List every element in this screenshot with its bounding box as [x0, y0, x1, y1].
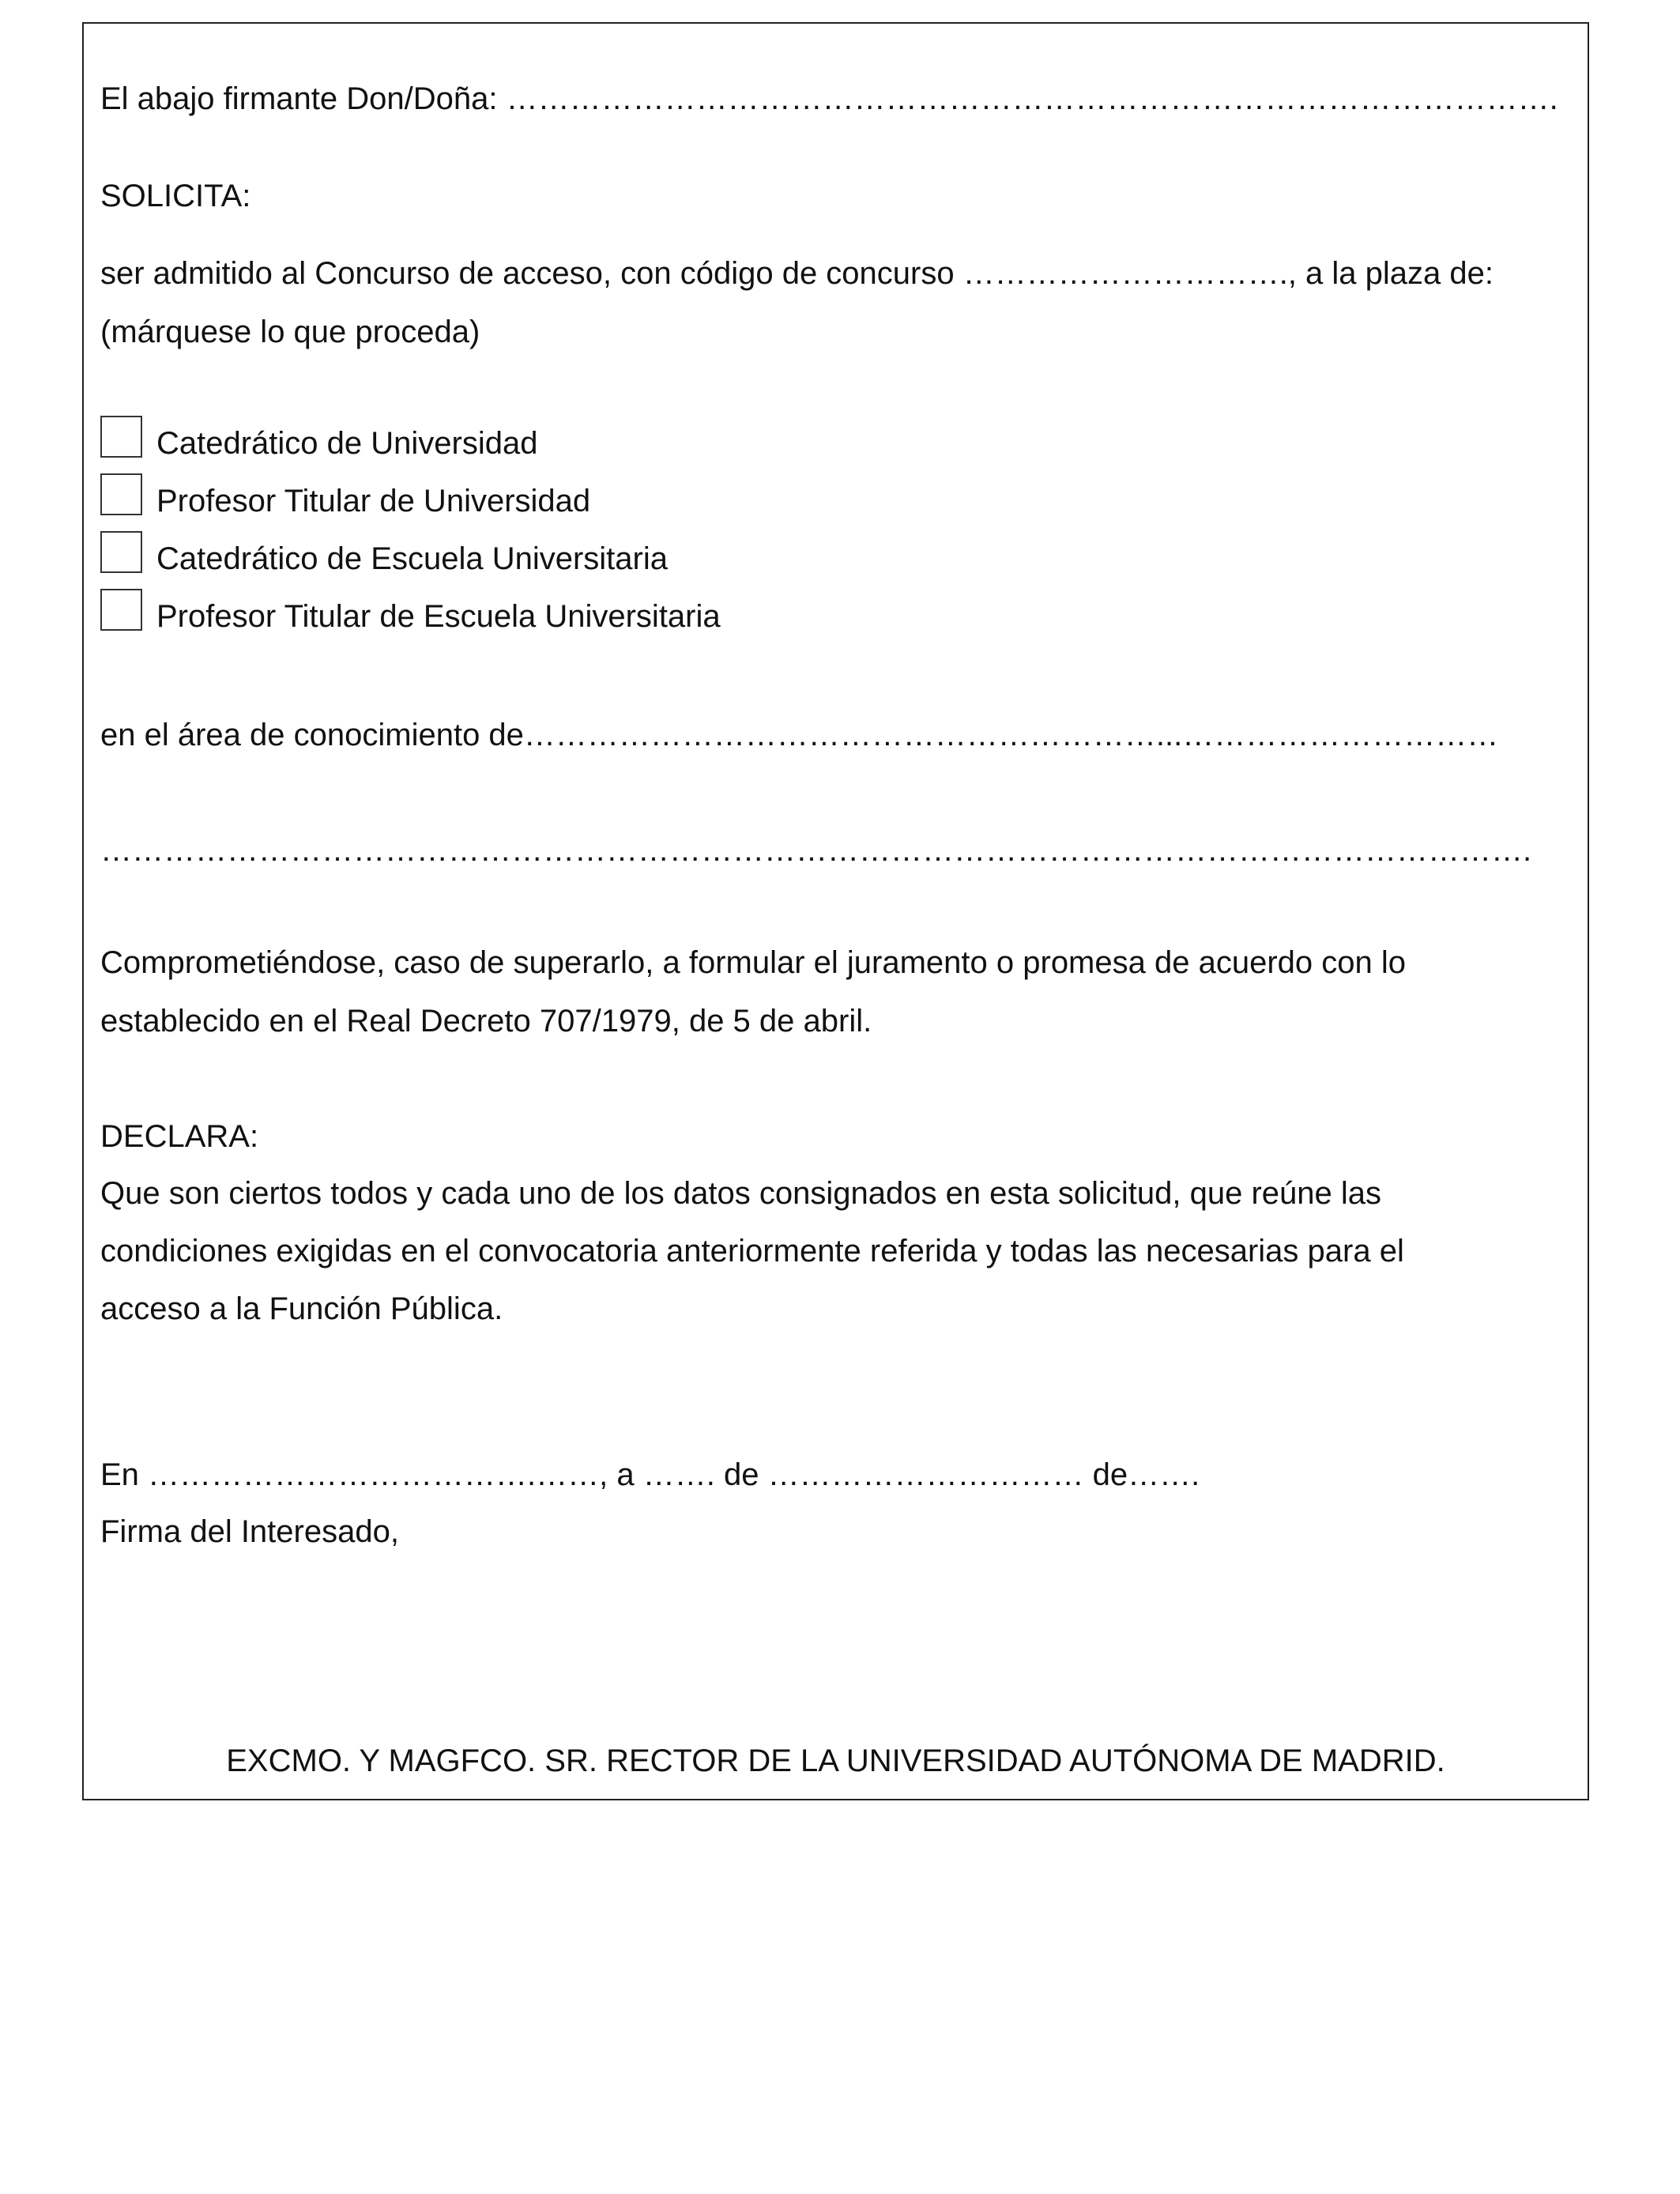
request-line: ser admitido al Concurso de acceso, con código de concurso …………………………., a la plaza de: [100, 256, 1494, 291]
declaration-text-line-2: condiciones exigidas en el convocatoria anteriormente referida y todas las necesarias para el [100, 1234, 1404, 1269]
knowledge-area-line[interactable]: en el área de conocimiento de……………………………………………………...………………………… [100, 718, 1499, 752]
addressee-line: EXCMO. Y MAGFCO. SR. RECTOR DE LA UNIVERSIDAD AUTÓNOMA DE MADRID. [226, 1744, 1445, 1778]
commitment-text-line-1: Comprometiéndose, caso de superarlo, a formular el juramento o promesa de acuerdo con lo [100, 945, 1406, 980]
checkbox-profesor-titular-escuela-universitaria[interactable] [100, 589, 142, 631]
option-label-catedratico-escuela-universitaria: Catedrático de Escuela Universitaria [156, 541, 668, 576]
declara-heading: DECLARA: [100, 1119, 259, 1154]
checkbox-catedratico-universidad[interactable] [100, 416, 142, 458]
knowledge-area-continuation-line[interactable]: ………………………………………………………………………………………………………………………. [100, 833, 1532, 868]
signature-label: Firma del Interesado, [100, 1514, 399, 1549]
applicant-name-line[interactable]: El abajo firmante Don/Doña: ………………………………………………………………………………………. [100, 81, 1558, 116]
instruction-text: (márquese lo que proceda) [100, 315, 480, 349]
commitment-text-line-2: establecido en el Real Decreto 707/1979, de 5 de abril. [100, 1004, 872, 1039]
option-label-catedratico-universidad: Catedrático de Universidad [156, 426, 538, 461]
solicita-heading: SOLICITA: [100, 179, 251, 213]
declaration-text-line-3: acceso a la Función Pública. [100, 1291, 503, 1326]
declaration-text-line-1: Que son ciertos todos y cada uno de los datos consignados en esta solicitud, que reúne las [100, 1176, 1382, 1211]
checkbox-catedratico-escuela-universitaria[interactable] [100, 531, 142, 573]
option-label-profesor-titular-universidad: Profesor Titular de Universidad [156, 484, 591, 518]
option-label-profesor-titular-escuela-universitaria: Profesor Titular de Escuela Universitaria [156, 599, 721, 634]
place-date-line[interactable]: En ……………………………….……, a ……. de ………………………… de……. [100, 1457, 1200, 1492]
checkbox-profesor-titular-universidad[interactable] [100, 473, 142, 515]
